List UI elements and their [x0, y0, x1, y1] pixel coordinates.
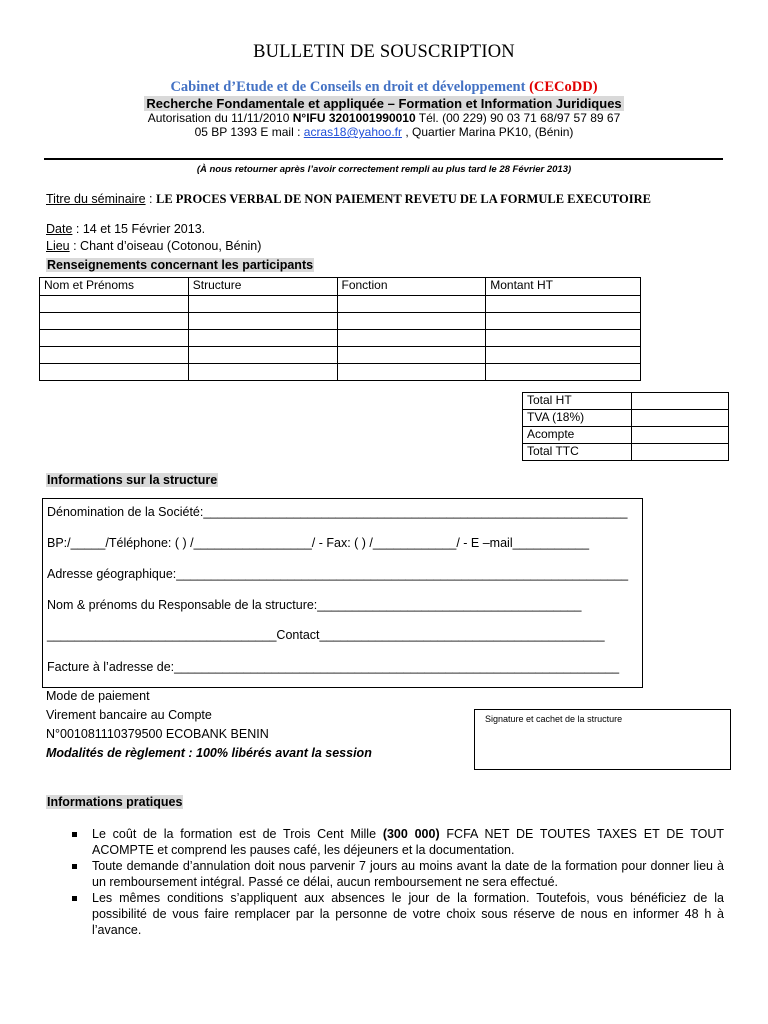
participants-table [39, 277, 641, 381]
table-row [40, 364, 641, 381]
payment-mode: Mode de paiement [46, 689, 150, 703]
totals-row [523, 393, 729, 410]
page-title: BULLETIN DE SOUSCRIPTION [253, 42, 515, 62]
lieu-value: : Chant d’oiseau (Cotonou, Bénin) [69, 239, 262, 253]
authorization-date: Autorisation du 11/11/2010 [147, 111, 290, 125]
totals-row [523, 427, 729, 444]
column-header: Montant HT [486, 278, 641, 296]
table-cell[interactable] [188, 364, 337, 381]
lieu-label: Lieu [46, 239, 70, 253]
table-cell[interactable] [337, 313, 486, 330]
contact-field[interactable]: _________________________________Contact_________________________________________ [47, 628, 605, 642]
list-item [72, 826, 724, 858]
bullet-icon [72, 832, 77, 837]
list-item [72, 890, 724, 938]
table-cell[interactable] [337, 330, 486, 347]
payment-transfer: Virement bancaire au Compte [46, 708, 212, 722]
phone-numbers: Tél. (00 229) 90 03 71 68/97 57 89 67 [418, 111, 621, 125]
subtitle-text: Recherche Fondamentale et appliquée – Formation et Information Juridiques [146, 96, 622, 111]
totals-label: TVA (18%) [523, 410, 632, 427]
totals-value-cell[interactable] [631, 410, 728, 427]
participants-heading [46, 258, 314, 272]
date-label: Date [46, 222, 73, 236]
cost-amount: (300 000) [382, 827, 440, 841]
bullet-icon [72, 864, 77, 869]
date-line [46, 222, 205, 236]
table-cell[interactable] [486, 296, 641, 313]
return-notice: (À nous retourner après l’avoir correctement rempli au plus tard le 28 Février 2013) [196, 164, 572, 175]
table-cell[interactable] [188, 347, 337, 364]
table-cell[interactable] [188, 313, 337, 330]
table-cell[interactable] [40, 347, 189, 364]
signature-box[interactable] [474, 709, 731, 770]
table-cell[interactable] [486, 364, 641, 381]
totals-row [523, 410, 729, 427]
address-line [0, 125, 768, 139]
payment-account: N°001081110379500 ECOBANK BENIN [46, 727, 269, 741]
header-divider [44, 158, 723, 160]
column-header: Nom et Prénoms [40, 278, 189, 296]
table-cell[interactable] [337, 364, 486, 381]
authorization-line [0, 111, 768, 125]
cost-text-end: FCFA NET DE TOUTES TAXES ET DE TOUT ACOMPTE et comprend les pauses café, les déjeuners et la documentation. [92, 827, 725, 857]
totals-label: Total TTC [523, 444, 632, 461]
totals-label: Acompte [523, 427, 632, 444]
table-row [40, 330, 641, 347]
table-cell[interactable] [40, 296, 189, 313]
table-row [40, 347, 641, 364]
cabinet-name: Cabinet d’Etude et de Conseils en droit et développement [170, 79, 526, 95]
table-row [40, 313, 641, 330]
totals-value-cell[interactable] [631, 393, 728, 410]
address-field[interactable]: Adresse géographique:_________________________________________________________________ [47, 567, 629, 581]
cancellation-text: Toute demande d’annulation doit nous parvenir 7 jours au moins avant la date de la formation pour donner lieu à un remboursement intégral. Passé ce délai, aucun remboursement ne sera effectué. [92, 859, 724, 889]
list-item [72, 858, 724, 890]
totals-value-cell[interactable] [631, 427, 728, 444]
seminar-title-line [46, 192, 651, 207]
ifu-number: N°IFU 3201001990010 [292, 111, 416, 125]
totals-row [523, 444, 729, 461]
billing-address-field[interactable]: Facture à l’adresse de:________________________________________________________________ [47, 660, 620, 674]
organization-subtitle [0, 96, 768, 111]
column-header: Structure [188, 278, 337, 296]
organization-name [0, 79, 768, 96]
participants-header-row [40, 278, 641, 296]
po-box: 05 BP 1393 E mail : [194, 125, 301, 139]
totals-label: Total HT [523, 393, 632, 410]
participants-heading-text: Renseignements concernant les participants [47, 258, 314, 272]
table-cell[interactable] [40, 313, 189, 330]
contact-numbers-field[interactable]: BP:/_____/Téléphone: ( ) /_________________/ - Fax: ( ) /____________/ - E –mail___________ [47, 536, 590, 550]
cost-text-start: Le coût de la formation est de Trois Cent Mille [92, 827, 383, 841]
absence-text: Les mêmes conditions s’appliquent aux absences le jour de la formation. Toutefois, vous bénéficiez de la possibilité de vous faire remplacer par la personne de votre choix sous réserve de nous en informer 48 h à l’avance. [92, 891, 724, 937]
bullet-icon [72, 896, 77, 901]
practical-list [72, 826, 724, 938]
lieu-line [46, 239, 261, 253]
table-cell[interactable] [486, 313, 641, 330]
table-cell[interactable] [40, 330, 189, 347]
manager-name-field[interactable]: Nom & prénoms du Responsable de la structure:______________________________________ [47, 598, 582, 612]
date-value: : 14 et 15 Février 2013. [72, 222, 206, 236]
structure-heading-text: Informations sur la structure [47, 473, 218, 487]
payment-terms: Modalités de règlement : 100% libérés avant la session [46, 746, 372, 760]
table-cell[interactable] [40, 364, 189, 381]
table-cell[interactable] [486, 330, 641, 347]
table-cell[interactable] [188, 296, 337, 313]
column-header: Fonction [337, 278, 486, 296]
email-link[interactable]: acras18@yahoo.fr [303, 125, 402, 139]
practical-heading [46, 795, 183, 809]
signature-label: Signature et cachet de la structure [485, 714, 623, 724]
totals-value-cell[interactable] [631, 444, 728, 461]
practical-heading-text: Informations pratiques [47, 795, 183, 809]
address-text: , Quartier Marina PK10, (Bénin) [405, 125, 574, 139]
table-row [40, 296, 641, 313]
table-cell[interactable] [337, 296, 486, 313]
seminar-title-separator: : [145, 192, 156, 206]
table-cell[interactable] [486, 347, 641, 364]
cabinet-acronym: (CECoDD) [529, 79, 598, 95]
table-cell[interactable] [337, 347, 486, 364]
table-cell[interactable] [188, 330, 337, 347]
company-name-field[interactable]: Dénomination de la Société:_____________________________________________________________ [47, 505, 628, 519]
seminar-title-label: Titre du séminaire [46, 192, 146, 206]
structure-heading [46, 473, 218, 487]
totals-table [522, 392, 729, 461]
seminar-title-value: LE PROCES VERBAL DE NON PAIEMENT REVETU DE LA FORMULE EXECUTOIRE [156, 192, 651, 206]
